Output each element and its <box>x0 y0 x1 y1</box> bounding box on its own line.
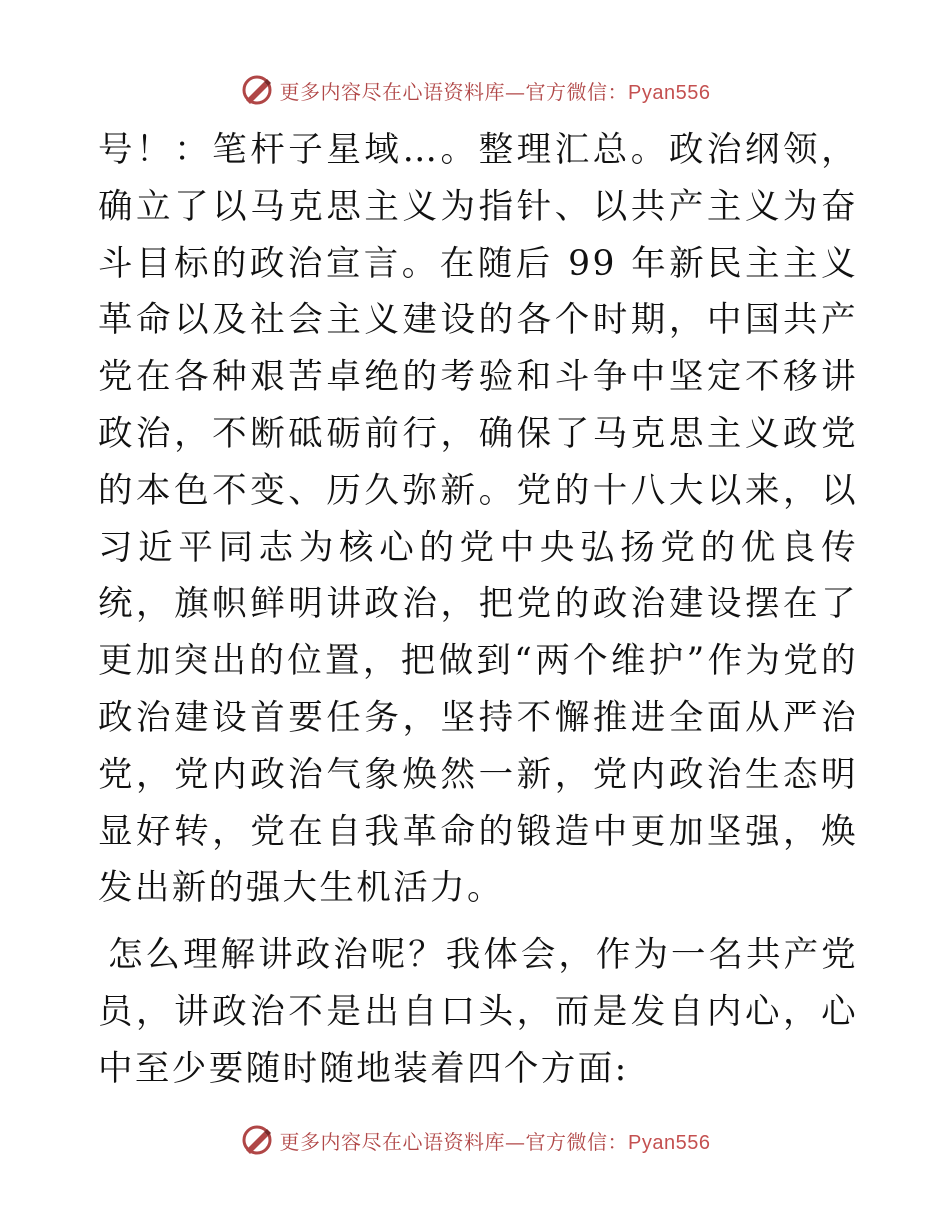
header-watermark <box>0 70 950 110</box>
document-body <box>98 122 858 1098</box>
pen-circle-logo-icon <box>240 1123 274 1157</box>
paragraph: 怎么理解讲政治呢？我体会，作为一名共产党员，讲政治不是出自口头，而是发自内心，心中至少要随时随地装着四个方面: <box>98 935 858 1089</box>
watermark-text: 更多内容尽在心语资料库—官方微信：Pyan556 <box>279 79 711 104</box>
paragraph: 号！：笔杆子星域…。整理汇总。政治纲领，确立了以马克思主义为指针、以共产主义为奋斗目标的政治宣言。在随后 99 年新民主主义革命以及社会主义建设的各个时期，中国共产党在各种艰苦卓绝的考验和斗争中坚定不移讲政治，不断砥砺前行，确保了马克思主义政党的本色不变、历久弥新。党的十八大以来，以习近平同志为核心的党中央弘扬党的优良传统，旗帜鲜明讲政治，把党的政治建设摆在了更加突出的位置，把做到“两个维护”作为党的政治建设首要任务，坚持不懈推进全面从严治党，党内政治气象焕然一新，党内政治生态明显好转，党在自我革命的锻造中更加坚强，焕发出新的强大生机活力。 <box>98 130 858 909</box>
pen-circle-logo-icon <box>240 73 274 107</box>
footer-watermark <box>0 1120 950 1160</box>
watermark-text: 更多内容尽在心语资料库—官方微信：Pyan556 <box>279 1129 711 1154</box>
